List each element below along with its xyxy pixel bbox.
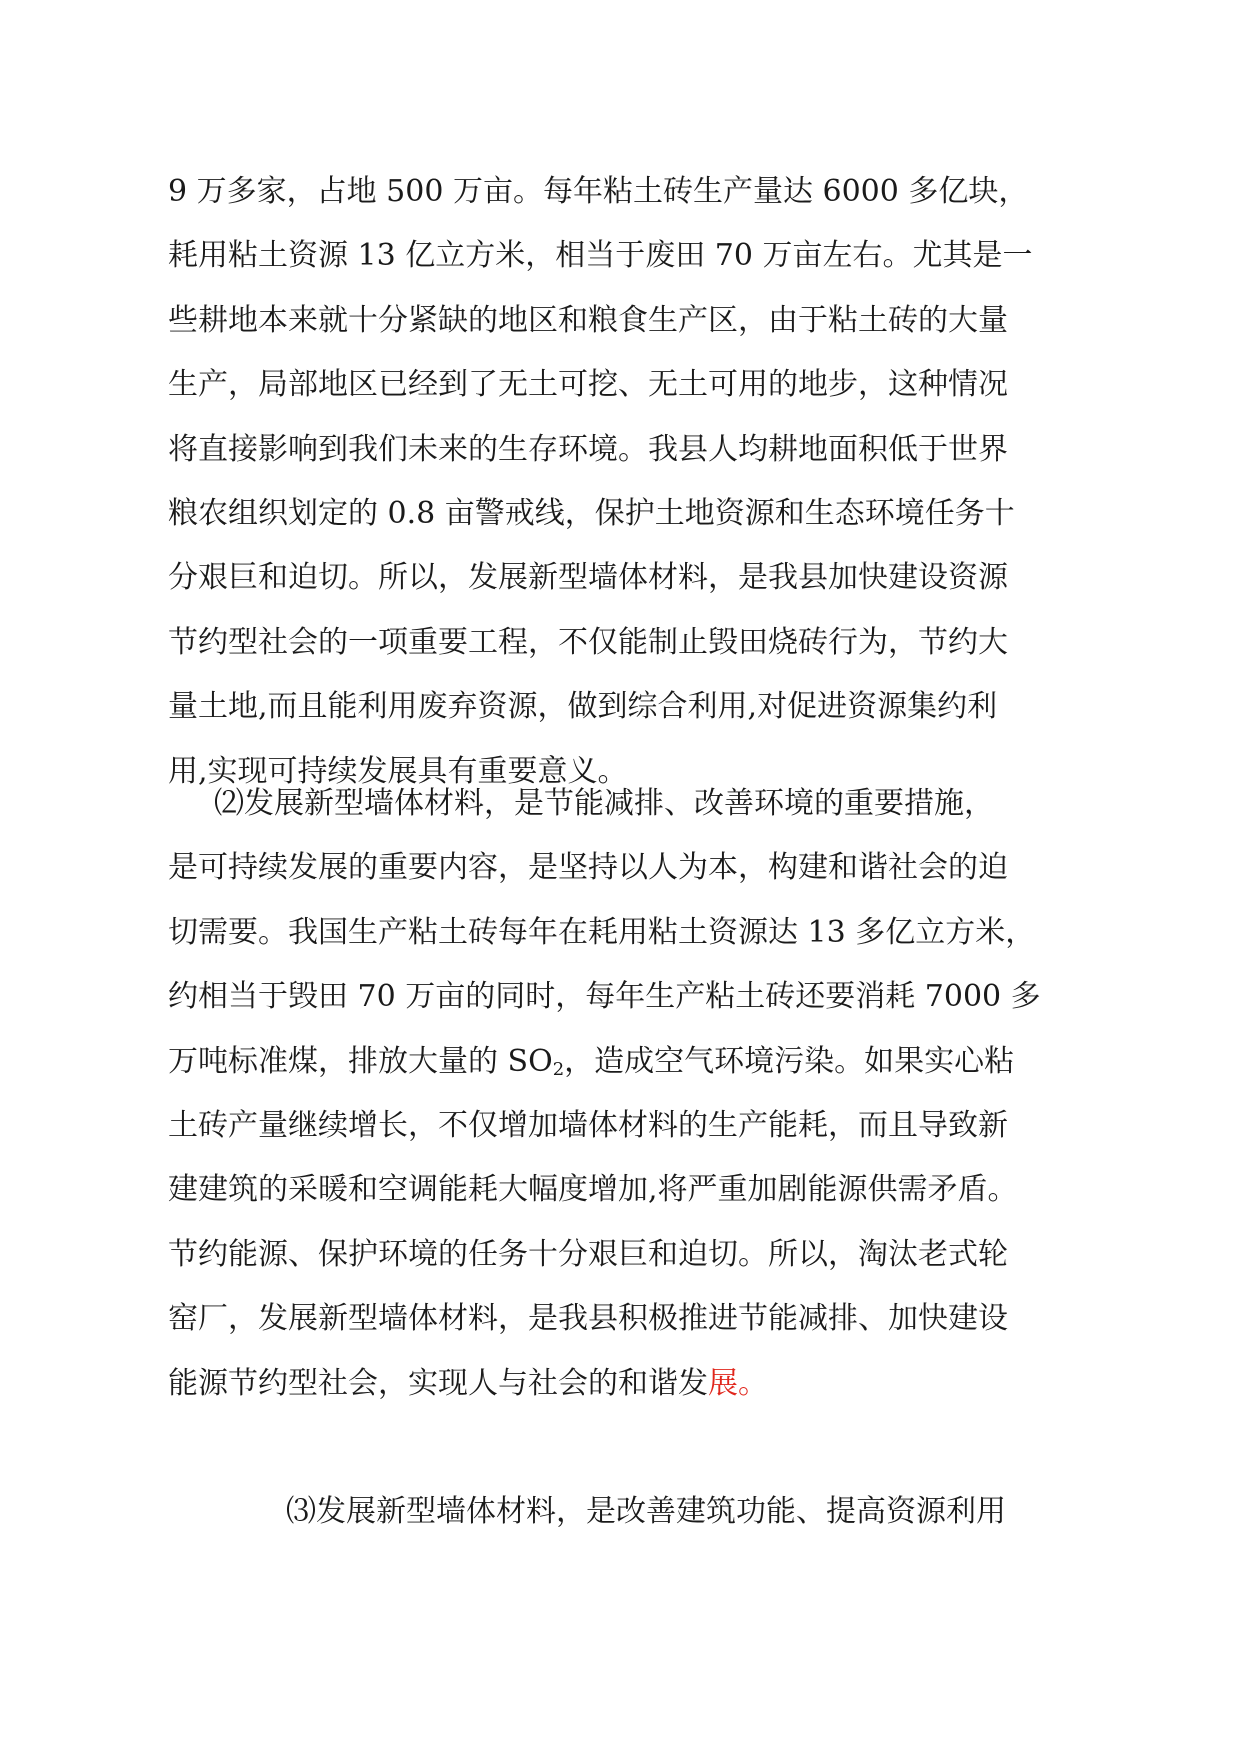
paragraph-1-line: 粮农组织划定的 0.8 亩警戒线，保护土地资源和生态环境任务十 — [168, 495, 1015, 531]
paragraph-1-line: 生产，局部地区已经到了无土可挖、无土可用的地步，这种情况 — [168, 367, 1008, 403]
paragraph-1-line: 用,实现可持续发展具有重要意义。 — [168, 753, 628, 789]
paragraph-2-line: 建建筑的采暖和空调能耗大幅度增加,将严重加剧能源供需矛盾。 — [168, 1172, 1018, 1208]
paragraph-2 — [168, 772, 1088, 1416]
paragraph-2-line: 土砖产量继续增长，不仅增加墙体材料的生产能耗，而且导致新 — [168, 1107, 1008, 1143]
so2-text-after: ，造成空气环境污染。如果实心粘 — [564, 1043, 1015, 1079]
paragraph-2-line: 约相当于毁田 70 万亩的同时，每年生产粘土砖还要消耗 7000 多 — [168, 979, 1041, 1015]
paragraph-1-line: 些耕地本来就十分紧缺的地区和粮食生产区，由于粘土砖的大量 — [168, 302, 1008, 338]
paragraph-1-line: 节约型社会的一项重要工程，不仅能制止毁田烧砖行为，节约大 — [168, 624, 1008, 660]
paragraph-1 — [168, 160, 1088, 804]
paragraph-2-line: 窑厂，发展新型墙体材料，是我县积极推进节能减排、加快建设 — [168, 1301, 1008, 1337]
paragraph-1-line: 分艰巨和迫切。所以，发展新型墙体材料，是我县加快建设资源 — [168, 560, 1008, 596]
paragraph-1-line: 9 万多家，占地 500 万亩。每年粘土砖生产量达 6000 多亿块， — [168, 174, 1029, 209]
so2-subscript: 2 — [552, 1058, 565, 1080]
paragraph-2-line-so2 — [168, 1030, 1088, 1094]
paragraph-3-line: ⑶发展新型墙体材料，是改善建筑功能、提高资源利用 — [286, 1494, 1006, 1529]
paragraph-2-line: ⑵发展新型墙体材料，是节能减排、改善环境的重要措施， — [214, 786, 994, 821]
paragraph-1-line: 耗用粘土资源 13 亿立方米，相当于废田 70 万亩左右。尤其是一 — [168, 238, 1033, 274]
paragraph-2-line: 切需要。我国生产粘土砖每年在耗用粘土资源达 13 多亿立方米， — [168, 914, 1036, 950]
paragraph-3 — [168, 1480, 1088, 1544]
paragraph-2-line: 是可持续发展的重要内容，是坚持以人为本，构建和谐社会的迫 — [168, 850, 1008, 886]
so2-text-before: 万吨标准煤，排放大量的 SO — [168, 1043, 553, 1079]
red-highlight-text: 展。 — [708, 1365, 768, 1401]
paragraph-1-line: 量土地,而且能利用废弃资源，做到综合利用,对促进资源集约利 — [168, 689, 998, 725]
paragraph-1-line: 将直接影响到我们未来的生存环境。我县人均耕地面积低于世界 — [168, 431, 1008, 467]
paragraph-2-last-line — [168, 1352, 1088, 1416]
paragraph-2-line: 节约能源、保护环境的任务十分艰巨和迫切。所以，淘汰老式轮 — [168, 1236, 1008, 1272]
last-line-text: 能源节约型社会，实现人与社会的和谐发 — [168, 1365, 708, 1401]
